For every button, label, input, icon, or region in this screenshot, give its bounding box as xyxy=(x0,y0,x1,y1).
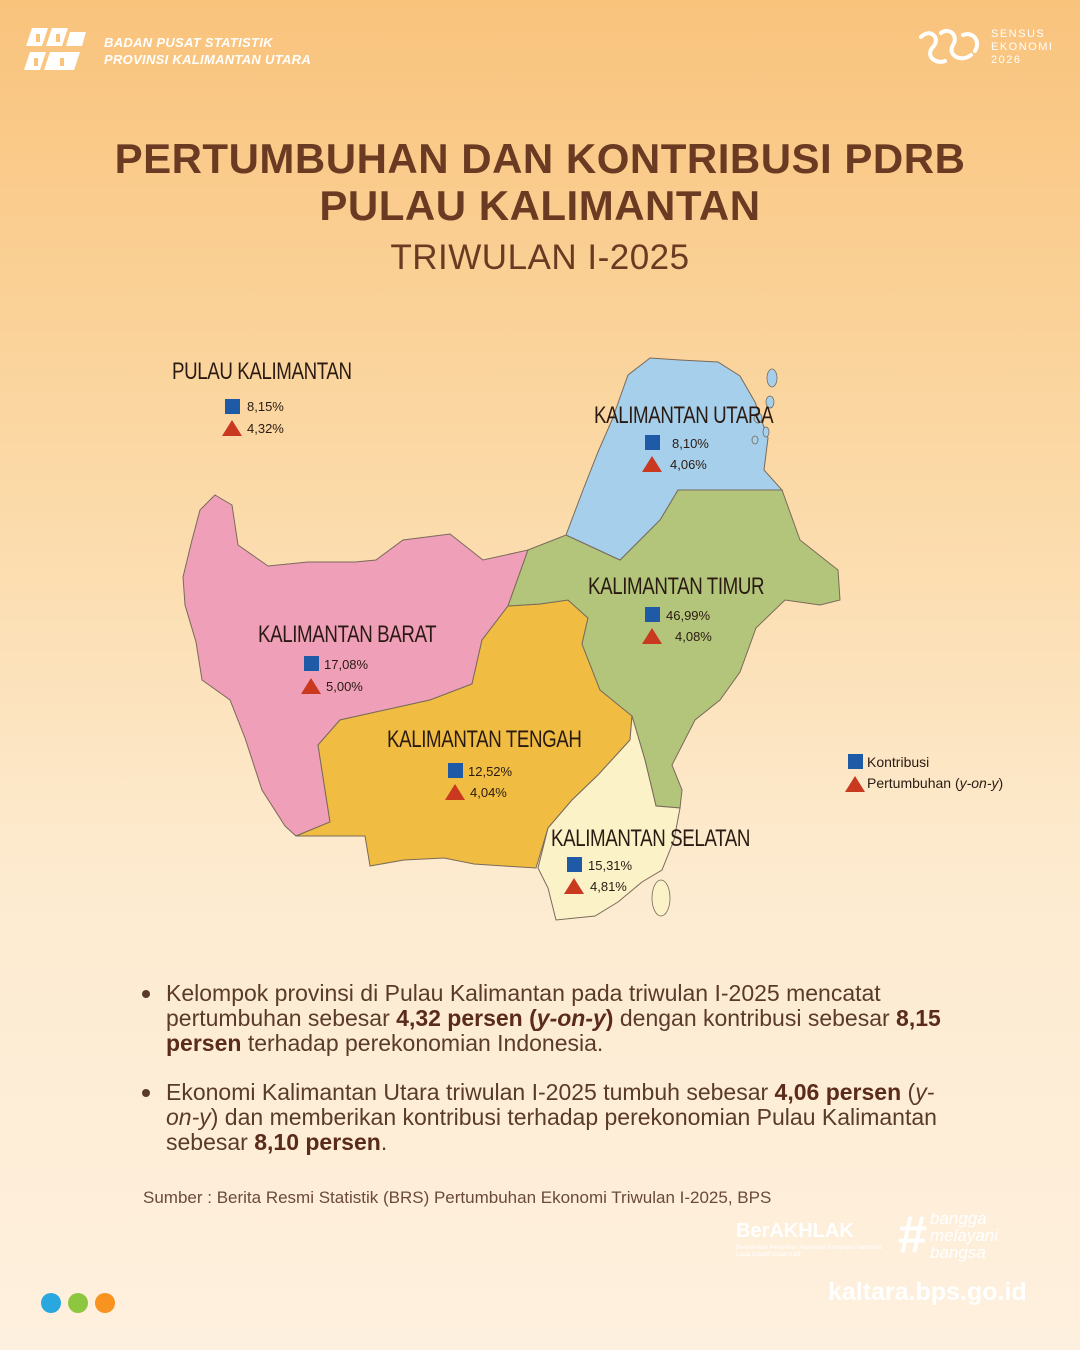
sensus-ekonomi-text xyxy=(991,28,1053,67)
region-name-kalimantan-utara: KALIMANTAN UTARA xyxy=(594,402,774,429)
kalut-pertumbuhan: 4,06% xyxy=(670,457,707,472)
b2-e: ) dan memberikan kontribusi terhadap perekonomian Pulau Kalimantan sebesar xyxy=(166,1104,937,1155)
b1-f: 8,15 persen xyxy=(166,1005,941,1056)
b1-a: Kelompok provinsi di Pulau Kalimantan pada triwulan I-2025 mencatat pertumbuhan sebesar xyxy=(166,980,881,1031)
berakhlak-tagline: Berorientasi Pelayanan Akuntabel Kompeten Harmonis Loyal Adaptif Kolaboratif xyxy=(736,1245,883,1258)
kalsel-kontribusi-marker xyxy=(567,857,582,872)
bullet-2-text xyxy=(166,1080,942,1155)
bullet-1 xyxy=(142,981,942,1056)
bullet-dot xyxy=(142,990,150,998)
region-name-kalimantan-selatan: KALIMANTAN SELATAN xyxy=(551,825,750,852)
kalteng-pertumbuhan: 4,04% xyxy=(470,785,507,800)
b2-g: . xyxy=(380,1129,388,1155)
b2-f: 8,10 persen xyxy=(254,1129,381,1155)
kalsel-pertumbuhan-marker xyxy=(564,878,584,894)
region-name-kalimantan-tengah: KALIMANTAN TENGAH xyxy=(387,726,582,753)
kalut-pertumbuhan-marker xyxy=(642,456,662,472)
legend-pertumbuhan xyxy=(867,775,1003,791)
kalteng-kontribusi: 12,52% xyxy=(468,764,513,779)
sensus-line2: EKONOMI xyxy=(991,41,1054,53)
hashtag-icon: # xyxy=(898,1206,927,1264)
kalsel-kontribusi: 15,31% xyxy=(588,858,633,873)
b1-d: ) xyxy=(605,1005,614,1031)
kalut-kontribusi-marker xyxy=(645,435,660,450)
pulau-laut-island xyxy=(652,880,670,916)
sensus-ekonomi-logo-icon xyxy=(915,25,987,73)
page-title-line1: PERTUMBUHAN DAN KONTRIBUSI PDRB xyxy=(114,135,966,182)
page-subtitle: TRIWULAN I-2025 xyxy=(390,238,690,277)
kalbar-kontribusi: 17,08% xyxy=(324,657,369,672)
island-pertumbuhan: 4,32% xyxy=(247,421,284,436)
b2-d: y-on-y xyxy=(166,1079,935,1130)
kaltim-pertumbuhan-marker xyxy=(642,628,662,644)
legend-pertumbuhan-c: ) xyxy=(998,775,1004,791)
bullet-1-text xyxy=(166,981,942,1056)
kaltim-kontribusi-marker xyxy=(645,607,660,622)
legend-kontribusi: Kontribusi xyxy=(867,754,930,770)
b2-a: Ekonomi Kalimantan Utara triwulan I-2025 tumbuh sebesar xyxy=(166,1079,775,1105)
kalbar-pertumbuhan: 5,00% xyxy=(326,679,363,694)
org-name xyxy=(104,34,311,68)
legend-kontribusi-marker xyxy=(848,754,863,769)
bullet-dot xyxy=(142,1089,150,1097)
bullet-2 xyxy=(142,1080,942,1155)
bangga-line2: melayani xyxy=(930,1226,999,1245)
bangga-line1: bangga xyxy=(930,1209,987,1228)
b1-c: y-on-y xyxy=(536,1005,606,1031)
kaltim-pertumbuhan: 4,08% xyxy=(675,629,712,644)
island-name: PULAU KALIMANTAN xyxy=(172,358,352,385)
kalteng-pertumbuhan-marker xyxy=(445,784,465,800)
website-link[interactable]: kaltara.bps.go.id xyxy=(828,1278,1027,1306)
b1-e: dengan kontribusi sebesar xyxy=(613,1005,897,1031)
sensus-line3: 2026 xyxy=(991,54,1022,66)
region-name-kalimantan-timur: KALIMANTAN TIMUR xyxy=(588,573,765,600)
bangga-melayani-bangsa xyxy=(930,1210,998,1261)
footer-dot-orange xyxy=(95,1293,115,1313)
kalsel-pertumbuhan: 4,81% xyxy=(590,879,627,894)
legend-pertumbuhan-a: Pertumbuhan ( xyxy=(867,775,960,791)
legend-pertumbuhan-b: y-on-y xyxy=(959,775,999,791)
org-name-line2: PROVINSI KALIMANTAN UTARA xyxy=(104,52,312,67)
footer-dot-green xyxy=(68,1293,88,1313)
berakhlak-logo: BerAKHLAK xyxy=(736,1220,854,1242)
kaltim-kontribusi: 46,99% xyxy=(666,608,711,623)
kalbar-kontribusi-marker xyxy=(304,656,319,671)
b1-b: 4,32 persen ( xyxy=(396,1005,537,1031)
b1-g: terhadap perekonomian Indonesia. xyxy=(241,1030,604,1056)
footer-dot-blue xyxy=(41,1293,61,1313)
kalbar-pertumbuhan-marker xyxy=(301,678,321,694)
b2-b: 4,06 persen xyxy=(774,1079,902,1105)
kalimantan-map xyxy=(0,340,1080,940)
sensus-line1: SENSUS xyxy=(991,28,1046,40)
bangga-line3: bangsa xyxy=(930,1243,986,1262)
island-kontribusi-marker xyxy=(225,399,240,414)
b2-c: ( xyxy=(901,1079,916,1105)
island-kontribusi: 8,15% xyxy=(247,399,284,414)
kalut-kontribusi: 8,10% xyxy=(672,436,709,451)
org-name-line1: BADAN PUSAT STATISTIK xyxy=(104,35,273,50)
source-note: Sumber : Berita Resmi Statistik (BRS) Pertumbuhan Ekonomi Triwulan I-2025, BPS xyxy=(143,1188,772,1207)
bps-logo-icon xyxy=(22,22,92,78)
region-name-kalimantan-barat: KALIMANTAN BARAT xyxy=(258,621,437,648)
island-pertumbuhan-marker xyxy=(222,420,242,436)
kalteng-kontribusi-marker xyxy=(448,763,463,778)
legend-pertumbuhan-marker xyxy=(845,776,865,792)
page-title-line2: PULAU KALIMANTAN xyxy=(319,182,761,229)
